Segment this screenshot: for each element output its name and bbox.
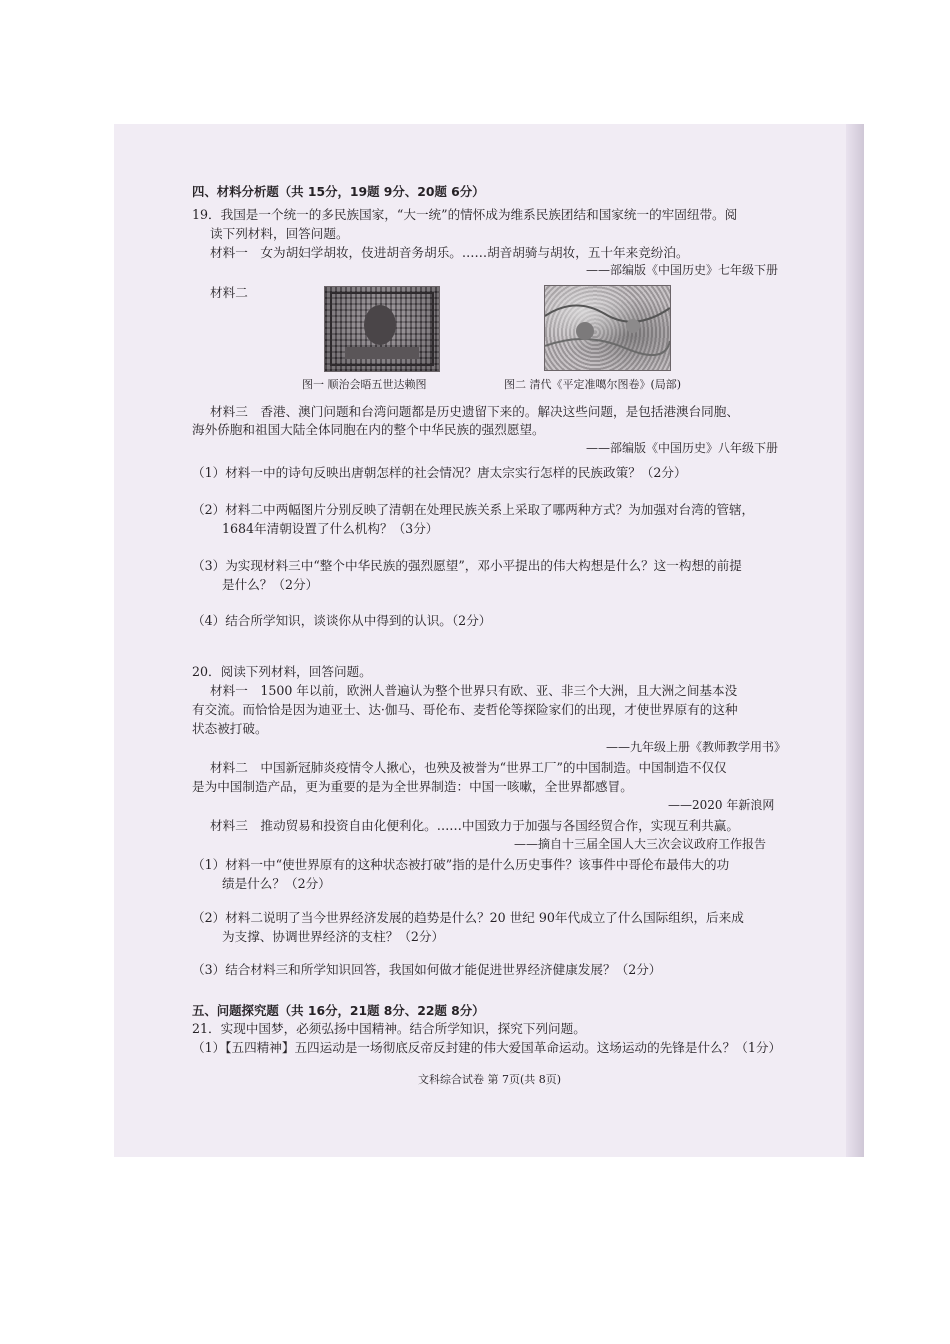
q20-stem: 20．阅读下列材料，回答问题。 xyxy=(192,664,372,679)
q19-sub3-line2: 是什么？（2分） xyxy=(222,577,319,592)
q21-stem: 21．实现中国梦，必须弘扬中国精神。结合所学知识，探究下列问题。 xyxy=(192,1021,586,1036)
q20-material3-source: ——摘自十三届全国人大三次会议政府工作报告 xyxy=(514,837,767,851)
q19-sub2-line2: 1684年清朝设置了什么机构？（3分） xyxy=(222,521,439,536)
q20-material1-line2: 有交流。而恰恰是因为迪亚士、达·伽马、哥伦布、麦哲伦等探险家们的出现，才使世界原有的这种 xyxy=(192,702,738,717)
q20-material2-source: ——2020 年新浪网 xyxy=(668,798,775,812)
q20-material1-line1: 材料一 1500 年以前，欧洲人普遍认为整个世界只有欧、亚、非三个大洲，且大洲之间基本没 xyxy=(210,683,738,698)
q19-material3-line2: 海外侨胞和祖国大陆全体同胞在内的整个中华民族的强烈愿望。 xyxy=(192,422,545,437)
q19-sub4: （4）结合所学知识，谈谈你从中得到的认识。（2分） xyxy=(192,613,492,628)
q20-material1-line3: 状态被打破。 xyxy=(192,721,268,736)
q20-sub1-line2: 绩是什么？（2分） xyxy=(222,876,331,891)
q20-material2-line2: 是为中国制造产品，更为重要的是为全世界制造：中国一咳嗽，全世界都感冒。 xyxy=(192,779,633,794)
section4-heading: 四、材料分析题（共 15分，19题 9分、20题 6分） xyxy=(192,184,485,199)
q19-sub3-line1: （3）为实现材料三中“整个中华民族的强烈愿望”，邓小平提出的伟大构想是什么？这一构想的前提 xyxy=(192,558,742,573)
q19-material3-line1: 材料三 香港、澳门问题和台湾问题都是历史遗留下来的。解决这些问题，是包括港澳台同胞、 xyxy=(210,404,739,419)
q19-material3-source: ——部编版《中国历史》八年级下册 xyxy=(586,441,779,455)
q20-sub2-line1: （2）材料二说明了当今世界经济发展的趋势是什么？20 世纪 90年代成立了什么国际组织，后来成 xyxy=(192,910,744,925)
q19-material2-label: 材料二 xyxy=(210,285,248,300)
q20-sub3: （3）结合材料三和所学知识回答，我国如何做才能促进世界经济健康发展？（2分） xyxy=(192,962,662,977)
q20-sub1-line1: （1）材料一中“使世界原有的这种状态被打破”指的是什么历史事件？该事件中哥伦布最伟大的功 xyxy=(192,857,730,872)
q19-material1-source: ——部编版《中国历史》七年级下册 xyxy=(586,263,779,277)
page-footer: 文科综合试卷 第 7页(共 8页) xyxy=(418,1073,562,1086)
figure2-caption: 图二 清代《平定准噶尔图卷》(局部) xyxy=(504,378,682,391)
q20-material2-line1: 材料二 中国新冠肺炎疫情令人揪心，也殃及被誉为“世界工厂”的中国制造。中国制造不仅仅 xyxy=(210,760,727,775)
q20-material3: 材料三 推动贸易和投资自由化便利化。……中国致力于加强与各国经贸合作，实现互利共赢。 xyxy=(210,818,739,833)
q20-material1-source: ——九年级上册《教师教学用书》 xyxy=(606,740,787,754)
figure2-dzungar-scroll-image xyxy=(544,285,671,371)
section5-heading: 五、问题探究题（共 16分，21题 8分、22题 8分） xyxy=(192,1003,485,1018)
q19-stem-line1: 19．我国是一个统一的多民族国家，“大一统”的情怀成为维系民族团结和国家统一的牢固纽带。阅 xyxy=(192,207,738,222)
figure1-caption: 图一 顺治会晤五世达赖图 xyxy=(302,378,427,391)
q19-stem-line2: 读下列材料，回答问题。 xyxy=(210,226,349,241)
page-edge-shadow xyxy=(846,124,864,1157)
q19-material1: 材料一 女为胡妇学胡妆，伎进胡音务胡乐。……胡音胡骑与胡妆，五十年来竞纷泊。 xyxy=(210,245,689,260)
figure1-shunzhi-dalai-image xyxy=(324,286,440,372)
q20-sub2-line2: 为支撑、协调世界经济的支柱？（2分） xyxy=(222,929,445,944)
q21-sub1: （1）【五四精神】五四运动是一场彻底反帝反封建的伟大爱国革命运动。这场运动的先锋是什么？（1分） xyxy=(192,1040,782,1055)
q19-sub2-line1: （2）材料二中两幅图片分别反映了清朝在处理民族关系上采取了哪两种方式？为加强对台湾的管辖， xyxy=(192,502,755,517)
q19-sub1: （1）材料一中的诗句反映出唐朝怎样的社会情况？唐太宗实行怎样的民族政策？（2分） xyxy=(192,465,687,480)
